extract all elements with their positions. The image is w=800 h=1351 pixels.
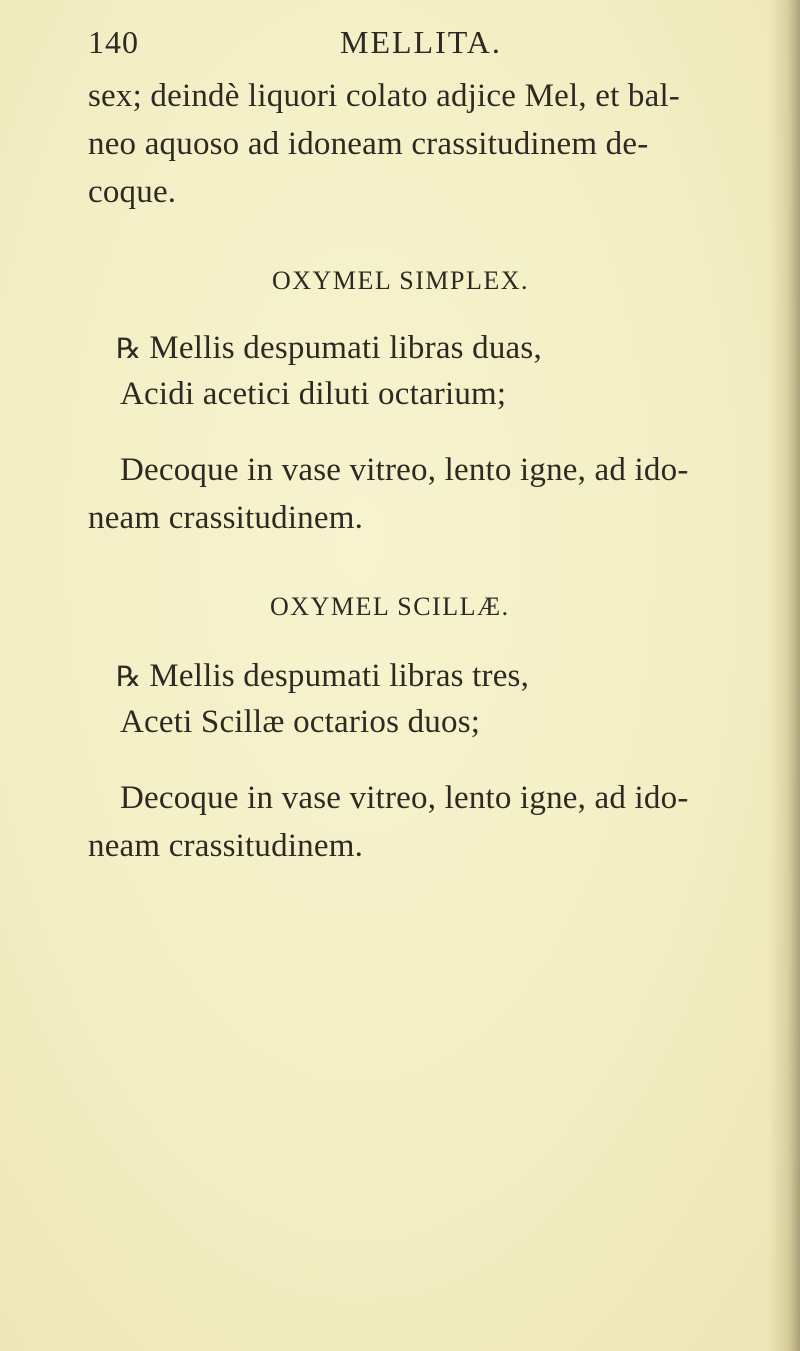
- recipe1-method-line-1: Decoque in vase vitreo, lento igne, ad ido-: [120, 452, 689, 488]
- intro-line-1: sex; deindè liquori colato adjice Mel, et bal-: [88, 78, 681, 114]
- ingredient-text: Mellis despumati libras duas,: [149, 330, 542, 366]
- intro-line-2: neo aquoso ad idoneam crassitudinem de-: [88, 126, 649, 162]
- running-title: MELLITA.: [340, 24, 502, 60]
- recipe-title-oxymel-scillae: OXYMEL SCILLÆ.: [270, 592, 510, 621]
- intro-line-3: coque.: [88, 174, 177, 210]
- recipe2-method-line-2: neam crassitudinem.: [88, 828, 364, 864]
- recipe1-method-line-2: neam crassitudinem.: [88, 500, 364, 536]
- recipe-title-oxymel-simplex: OXYMEL SIMPLEX.: [272, 266, 529, 295]
- recipe2-method-line-1: Decoque in vase vitreo, lento igne, ad ido-: [120, 780, 689, 816]
- recipe2-ingredient-1: [116, 658, 529, 695]
- recipe1-ingredient-2: Acidi acetici diluti octarium;: [120, 376, 507, 412]
- recipe1-ingredient-1: [116, 330, 542, 367]
- rx-symbol-icon: ℞: [116, 662, 142, 693]
- ingredient-text: Mellis despumati libras tres,: [149, 658, 530, 694]
- page-number: 140: [88, 24, 139, 60]
- rx-symbol-icon: ℞: [116, 334, 142, 365]
- recipe2-ingredient-2: Aceti Scillæ octarios duos;: [120, 704, 481, 740]
